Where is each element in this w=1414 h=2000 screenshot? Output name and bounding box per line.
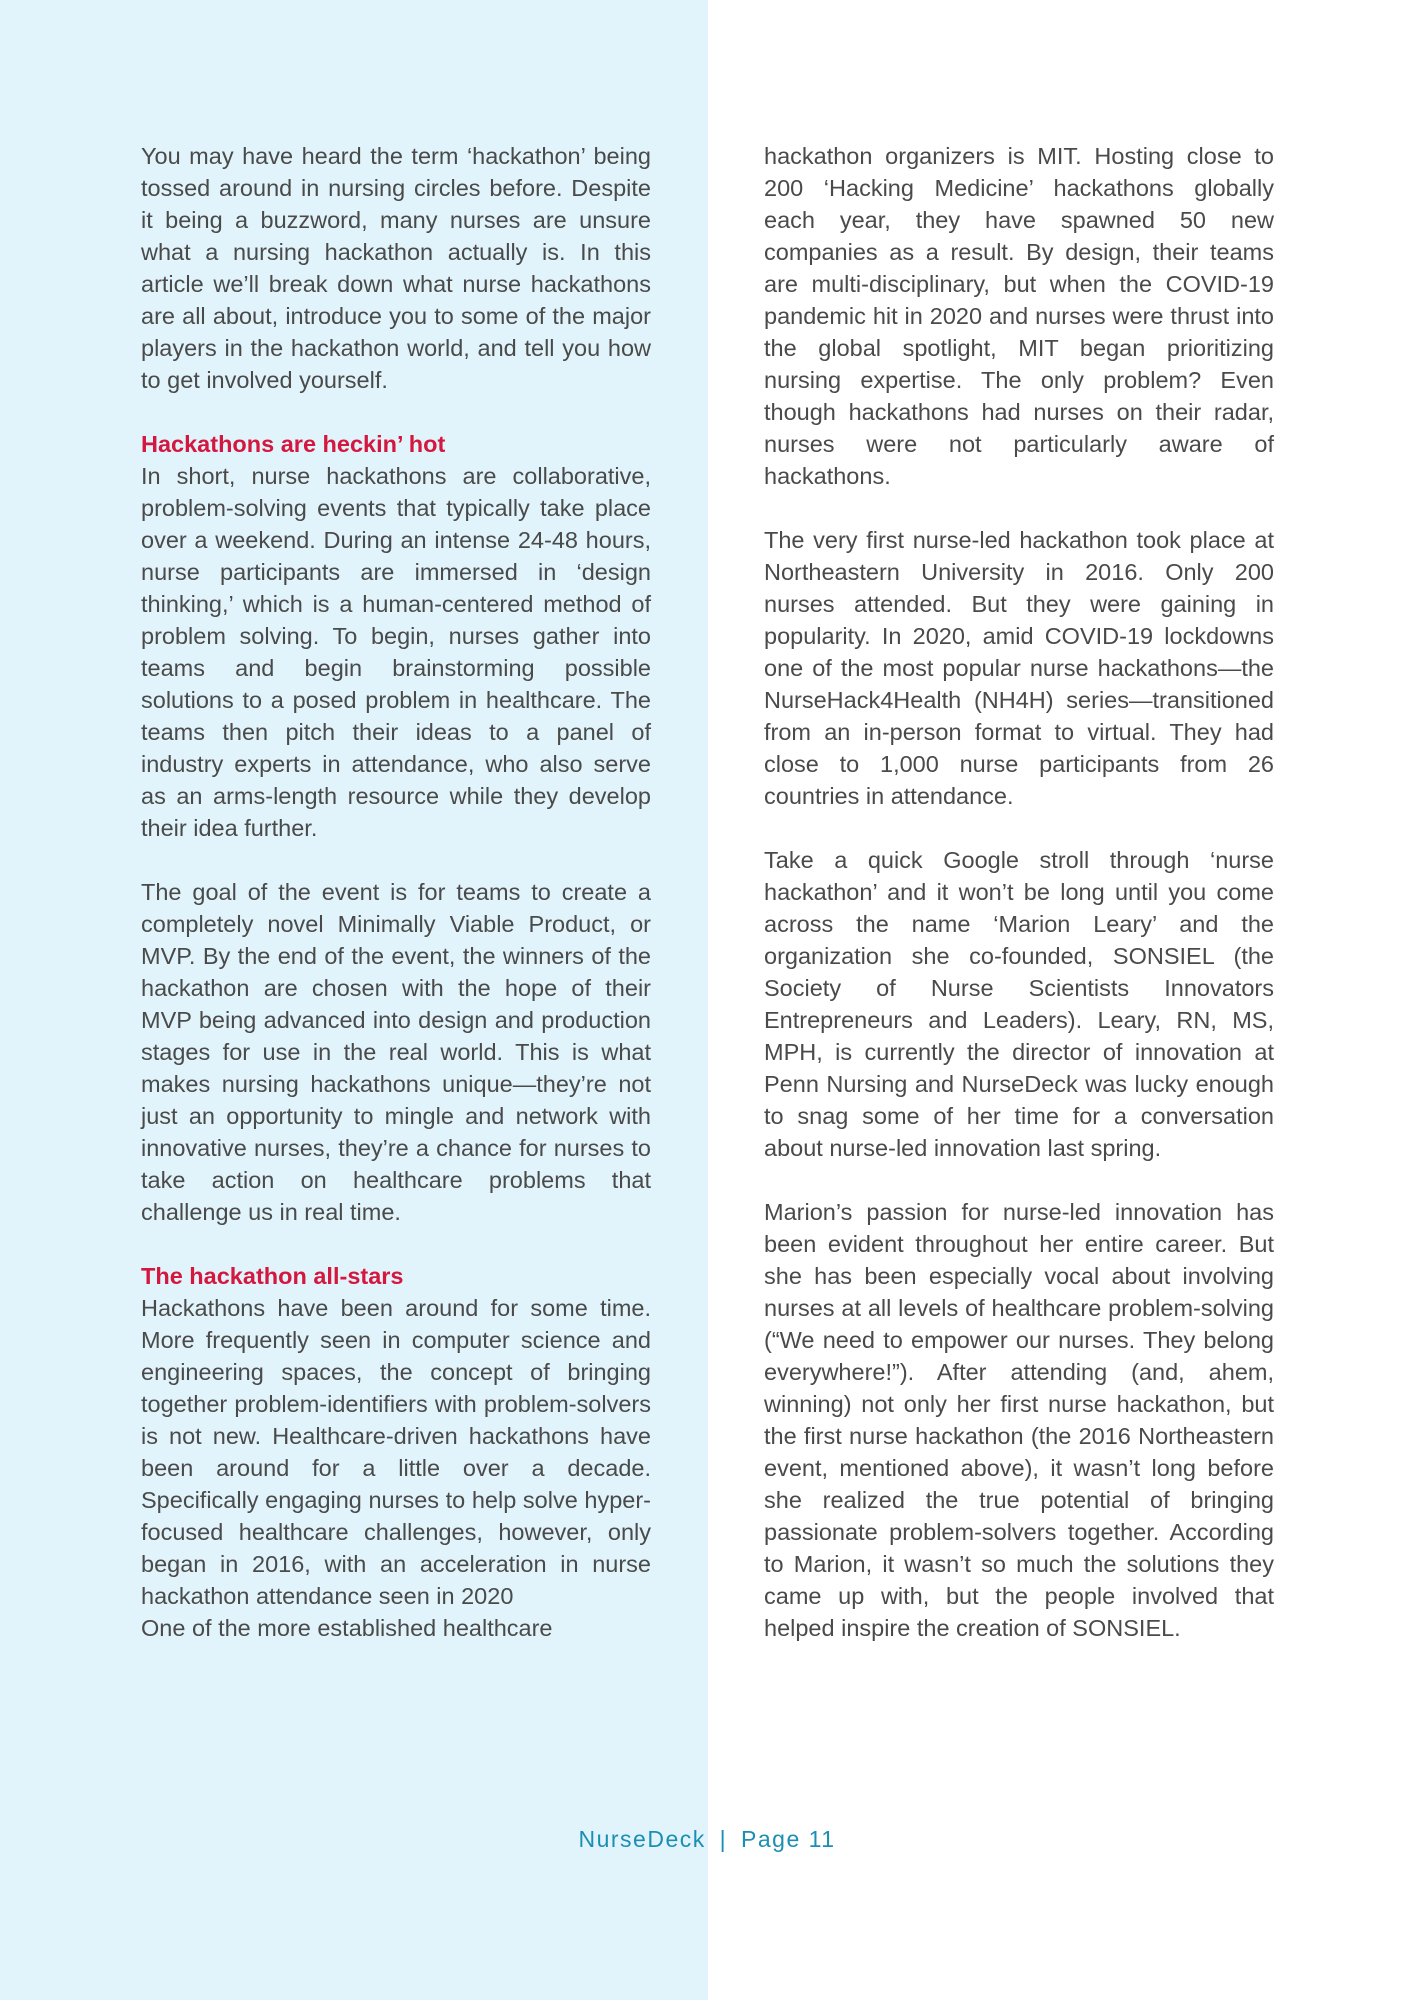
footer-brand: NurseDeck bbox=[578, 1826, 706, 1852]
paragraph: One of the more established healthcare bbox=[141, 1615, 553, 1641]
paragraph: The very first nurse-led hackathon took place at Northeastern University in 2016. Only 200 nurses attended. But they were gaining in popularity. In 2020, amid COVID-19 lockdowns one of the most popular nurse hackathons—the NurseHack4Health (NH4H) series—transitioned from an in-person format to virtual. They had close to 1,000 nurse participants from 26 countries in attendance. bbox=[764, 527, 1274, 809]
page-footer bbox=[0, 1826, 1414, 1853]
paragraph: hackathon organizers is MIT. Hosting close to 200 ‘Hacking Medicine’ hackathons globally each year, they have spawned 50 new companies as a result. By design, their teams are multi-disciplinary, but when the COVID-19 pandemic hit in 2020 and nurses were thrust into the global spotlight, MIT began prioritizing nursing expertise. The only problem? Even though hackathons had nurses on their radar, nurses were not particularly aware of hackathons. bbox=[764, 143, 1274, 489]
left-column bbox=[141, 140, 651, 1644]
paragraph: Hackathons have been around for some time. More frequently seen in computer science and engineering spaces, the concept of bringing together problem-identifiers with problem-solvers is not new. Healthcare-driven hackathons have been around for a little over a decade. Specifically engaging nurses to help solve hyper-focused healthcare challenges, however, only began in 2016, with an acceleration in nurse hackathon attendance seen in 2020 bbox=[141, 1295, 651, 1609]
paragraph: The goal of the event is for teams to create a completely novel Minimally Viable Product, or MVP. By the end of the event, the winners of the hackathon are chosen with the hope of their MVP being advanced into design and production stages for use in the real world. This is what makes nursing hackathons unique—they’re not just an opportunity to mingle and network with innovative nurses, they’re a chance for nurses to take action on healthcare problems that challenge us in real time. bbox=[141, 879, 651, 1225]
paragraph: In short, nurse hackathons are collaborative, problem-solving events that typically take place over a weekend. During an intense 24-48 hours, nurse participants are immersed in ‘design thinking,’ which is a human-centered method of problem solving. To begin, nurses gather into teams and begin brainstorming possible solutions to a posed problem in healthcare. The teams then pitch their ideas to a panel of industry experts in attendance, who also serve as an arms-length resource while they develop their idea further. bbox=[141, 463, 651, 841]
paragraph: Take a quick Google stroll through ‘nurse hackathon’ and it won’t be long until you come across the name ‘Marion Leary’ and the organization she co-founded, SONSIEL (the Society of Nurse Scientists Innovators Entrepreneurs and Leaders). Leary, RN, MS, MPH, is currently the director of innovation at Penn Nursing and NurseDeck was lucky enough to snag some of her time for a conversation about nurse-led innovation last spring. bbox=[764, 847, 1274, 1161]
section-heading-all-stars: The hackathon all-stars bbox=[141, 1263, 404, 1289]
intro-paragraph: You may have heard the term ‘hackathon’ being tossed around in nursing circles before. Despite it being a buzzword, many nurses are unsure what a nursing hackathon actually is. In this article we’ll break down what nurse hackathons are all about, introduce you to some of the major players in the hackathon world, and tell you how to get involved yourself. bbox=[141, 143, 651, 393]
section-heading-hackathons-hot: Hackathons are heckin’ hot bbox=[141, 431, 446, 457]
page-number: Page 11 bbox=[741, 1826, 836, 1852]
right-column bbox=[764, 140, 1274, 1676]
paragraph: Marion’s passion for nurse-led innovation has been evident throughout her entire career. But she has been especially vocal about involving nurses at all levels of healthcare problem-solving (“We need to empower our nurses. They belong everywhere!”). After attending (and, ahem, winning) not only her first nurse hackathon, but the first nurse hackathon (the 2016 Northeastern event, mentioned above), it wasn’t long before she realized the true potential of bringing passionate problem-solvers together. According to Marion, it wasn’t so much the solutions they came up with, but the people involved that helped inspire the creation of SONSIEL. bbox=[764, 1199, 1274, 1641]
footer-separator: | bbox=[719, 1826, 728, 1852]
